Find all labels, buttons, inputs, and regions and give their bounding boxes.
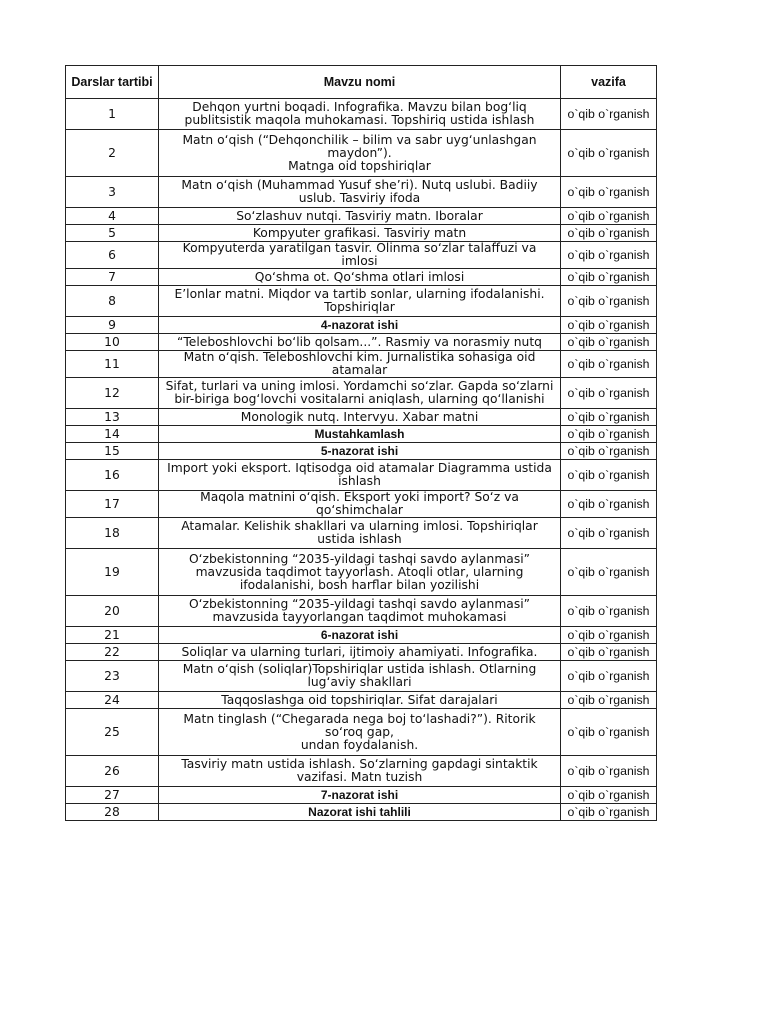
lesson-plan-table bbox=[65, 65, 657, 821]
lesson-number: 24 bbox=[66, 692, 159, 709]
lesson-topic: Matn o‘qish. Teleboshlovchi kim. Jurnalistika sohasiga oid atamalar bbox=[159, 351, 561, 378]
lesson-number: 4 bbox=[66, 208, 159, 225]
lesson-task: o`qib o`rganish bbox=[561, 460, 657, 491]
lesson-topic: So‘zlashuv nutqi. Tasviriy matn. Iboralar bbox=[159, 208, 561, 225]
lesson-topic: E’lonlar matni. Miqdor va tartib sonlar, ularning ifodalanishi. Topshiriqlar bbox=[159, 286, 561, 317]
lesson-number: 10 bbox=[66, 334, 159, 351]
lesson-topic: Nazorat ishi tahlili bbox=[159, 804, 561, 821]
lesson-topic: Taqqoslashga oid topshiriqlar. Sifat darajalari bbox=[159, 692, 561, 709]
table-row bbox=[66, 644, 657, 661]
lesson-topic: 7-nazorat ishi bbox=[159, 787, 561, 804]
lesson-task: o`qib o`rganish bbox=[561, 225, 657, 242]
lesson-task: o`qib o`rganish bbox=[561, 692, 657, 709]
table-row bbox=[66, 460, 657, 491]
table-row bbox=[66, 491, 657, 518]
lesson-number: 20 bbox=[66, 596, 159, 627]
lesson-task: o`qib o`rganish bbox=[561, 334, 657, 351]
lesson-number: 27 bbox=[66, 787, 159, 804]
table-row bbox=[66, 378, 657, 409]
lesson-task: o`qib o`rganish bbox=[561, 99, 657, 130]
lesson-task: o`qib o`rganish bbox=[561, 549, 657, 596]
lesson-task: o`qib o`rganish bbox=[561, 518, 657, 549]
lesson-task: o`qib o`rganish bbox=[561, 644, 657, 661]
table-row bbox=[66, 596, 657, 627]
header-topic-name: Mavzu nomi bbox=[159, 66, 561, 99]
lesson-number: 22 bbox=[66, 644, 159, 661]
lesson-topic: Matn o‘qish (Muhammad Yusuf she’ri). Nutq uslubi. Badiiy uslub. Tasviriy ifoda bbox=[159, 177, 561, 208]
lesson-topic: Soliqlar va ularning turlari, ijtimoiy ahamiyati. Infografika. bbox=[159, 644, 561, 661]
lesson-number: 16 bbox=[66, 460, 159, 491]
lesson-topic: O‘zbekistonning “2035-yildagi tashqi savdo aylanmasi” mavzusida taqdimot tayyorlash. Atoqli otlar, ularning ifodalanishi, bosh harflar bilan yozilishi bbox=[159, 549, 561, 596]
lesson-topic: Qo‘shma ot. Qo‘shma otlari imlosi bbox=[159, 269, 561, 286]
table-row bbox=[66, 130, 657, 177]
table-row bbox=[66, 549, 657, 596]
lesson-task: o`qib o`rganish bbox=[561, 130, 657, 177]
lesson-number: 7 bbox=[66, 269, 159, 286]
table-row bbox=[66, 99, 657, 130]
lesson-number: 8 bbox=[66, 286, 159, 317]
lesson-topic: Dehqon yurtni boqadi. Infografika. Mavzu bilan bog‘liq publitsistik maqola muhokamasi. Topshiriq ustida ishlash bbox=[159, 99, 561, 130]
lesson-number: 3 bbox=[66, 177, 159, 208]
lesson-task: o`qib o`rganish bbox=[561, 661, 657, 692]
lesson-number: 14 bbox=[66, 426, 159, 443]
lesson-task: o`qib o`rganish bbox=[561, 378, 657, 409]
lesson-number: 21 bbox=[66, 627, 159, 644]
table-row bbox=[66, 409, 657, 426]
lesson-topic: Maqola matnini o‘qish. Eksport yoki import? So‘z va qo‘shimchalar bbox=[159, 491, 561, 518]
lesson-topic: Atamalar. Kelishik shakllari va ularning imlosi. Topshiriqlar ustida ishlash bbox=[159, 518, 561, 549]
lesson-task: o`qib o`rganish bbox=[561, 787, 657, 804]
table-body bbox=[66, 99, 657, 821]
lesson-topic: Import yoki eksport. Iqtisodga oid atamalar Diagramma ustida ishlash bbox=[159, 460, 561, 491]
lesson-number: 12 bbox=[66, 378, 159, 409]
lesson-topic: Kompyuter grafikasi. Tasviriy matn bbox=[159, 225, 561, 242]
lesson-topic: Matn o‘qish (“Dehqonchilik – bilim va sabr uyg‘unlashgan maydon”). Matnga oid topshiriqlar bbox=[159, 130, 561, 177]
table-row bbox=[66, 225, 657, 242]
table-row bbox=[66, 518, 657, 549]
lesson-task: o`qib o`rganish bbox=[561, 756, 657, 787]
lesson-number: 18 bbox=[66, 518, 159, 549]
lesson-task: o`qib o`rganish bbox=[561, 804, 657, 821]
lesson-topic: O‘zbekistonning “2035-yildagi tashqi savdo aylanmasi” mavzusida tayyorlangan taqdimot muhokamasi bbox=[159, 596, 561, 627]
lesson-topic: 4-nazorat ishi bbox=[159, 317, 561, 334]
table-row bbox=[66, 351, 657, 378]
lesson-number: 19 bbox=[66, 549, 159, 596]
lesson-topic: Sifat, turlari va uning imlosi. Yordamchi so‘zlar. Gapda so‘zlarni bir-biriga bog‘lovchi vositalarni aniqlash, ularning qo‘llanishi bbox=[159, 378, 561, 409]
lesson-task: o`qib o`rganish bbox=[561, 709, 657, 756]
lesson-task: o`qib o`rganish bbox=[561, 317, 657, 334]
lesson-task: o`qib o`rganish bbox=[561, 269, 657, 286]
table-row bbox=[66, 661, 657, 692]
lesson-number: 25 bbox=[66, 709, 159, 756]
lesson-task: o`qib o`rganish bbox=[561, 351, 657, 378]
lesson-number: 23 bbox=[66, 661, 159, 692]
lesson-number: 2 bbox=[66, 130, 159, 177]
table-row bbox=[66, 443, 657, 460]
table-row bbox=[66, 627, 657, 644]
lesson-number: 15 bbox=[66, 443, 159, 460]
lesson-task: o`qib o`rganish bbox=[561, 286, 657, 317]
lesson-number: 13 bbox=[66, 409, 159, 426]
lesson-task: o`qib o`rganish bbox=[561, 426, 657, 443]
table-row bbox=[66, 317, 657, 334]
lesson-topic: Tasviriy matn ustida ishlash. So‘zlarning gapdagi sintaktik vazifasi. Matn tuzish bbox=[159, 756, 561, 787]
lesson-topic: 5-nazorat ishi bbox=[159, 443, 561, 460]
lesson-task: o`qib o`rganish bbox=[561, 242, 657, 269]
lesson-task: o`qib o`rganish bbox=[561, 208, 657, 225]
table-header-row bbox=[66, 66, 657, 99]
table-row bbox=[66, 269, 657, 286]
table-row bbox=[66, 242, 657, 269]
header-task: vazifa bbox=[561, 66, 657, 99]
lesson-topic: “Teleboshlovchi bo‘lib qolsam...”. Rasmiy va norasmiy nutq bbox=[159, 334, 561, 351]
table-row bbox=[66, 804, 657, 821]
lesson-topic: Matn o‘qish (soliqlar)Topshiriqlar ustida ishlash. Otlarning lug‘aviy shakllari bbox=[159, 661, 561, 692]
lesson-topic: Kompyuterda yaratilgan tasvir. Olinma so‘zlar talaffuzi va imlosi bbox=[159, 242, 561, 269]
table-row bbox=[66, 692, 657, 709]
table-row bbox=[66, 286, 657, 317]
lesson-topic: Mustahkamlash bbox=[159, 426, 561, 443]
lesson-task: o`qib o`rganish bbox=[561, 627, 657, 644]
lesson-number: 9 bbox=[66, 317, 159, 334]
table-row bbox=[66, 208, 657, 225]
lesson-number: 26 bbox=[66, 756, 159, 787]
lesson-task: o`qib o`rganish bbox=[561, 409, 657, 426]
lesson-number: 28 bbox=[66, 804, 159, 821]
lesson-task: o`qib o`rganish bbox=[561, 491, 657, 518]
lesson-topic: 6-nazorat ishi bbox=[159, 627, 561, 644]
lesson-number: 5 bbox=[66, 225, 159, 242]
table-row bbox=[66, 709, 657, 756]
table-row bbox=[66, 756, 657, 787]
lesson-task: o`qib o`rganish bbox=[561, 443, 657, 460]
lesson-number: 11 bbox=[66, 351, 159, 378]
table-row bbox=[66, 426, 657, 443]
lesson-number: 1 bbox=[66, 99, 159, 130]
lesson-number: 6 bbox=[66, 242, 159, 269]
lesson-topic: Monologik nutq. Intervyu. Xabar matni bbox=[159, 409, 561, 426]
table-row bbox=[66, 177, 657, 208]
lesson-task: o`qib o`rganish bbox=[561, 596, 657, 627]
lesson-task: o`qib o`rganish bbox=[561, 177, 657, 208]
table-row bbox=[66, 334, 657, 351]
header-lesson-order: Darslar tartibi bbox=[66, 66, 159, 99]
lesson-topic: Matn tinglash (“Chegarada nega boj to‘lashadi?”). Ritorik so‘roq gap, undan foydalanish. bbox=[159, 709, 561, 756]
table-row bbox=[66, 787, 657, 804]
lesson-number: 17 bbox=[66, 491, 159, 518]
